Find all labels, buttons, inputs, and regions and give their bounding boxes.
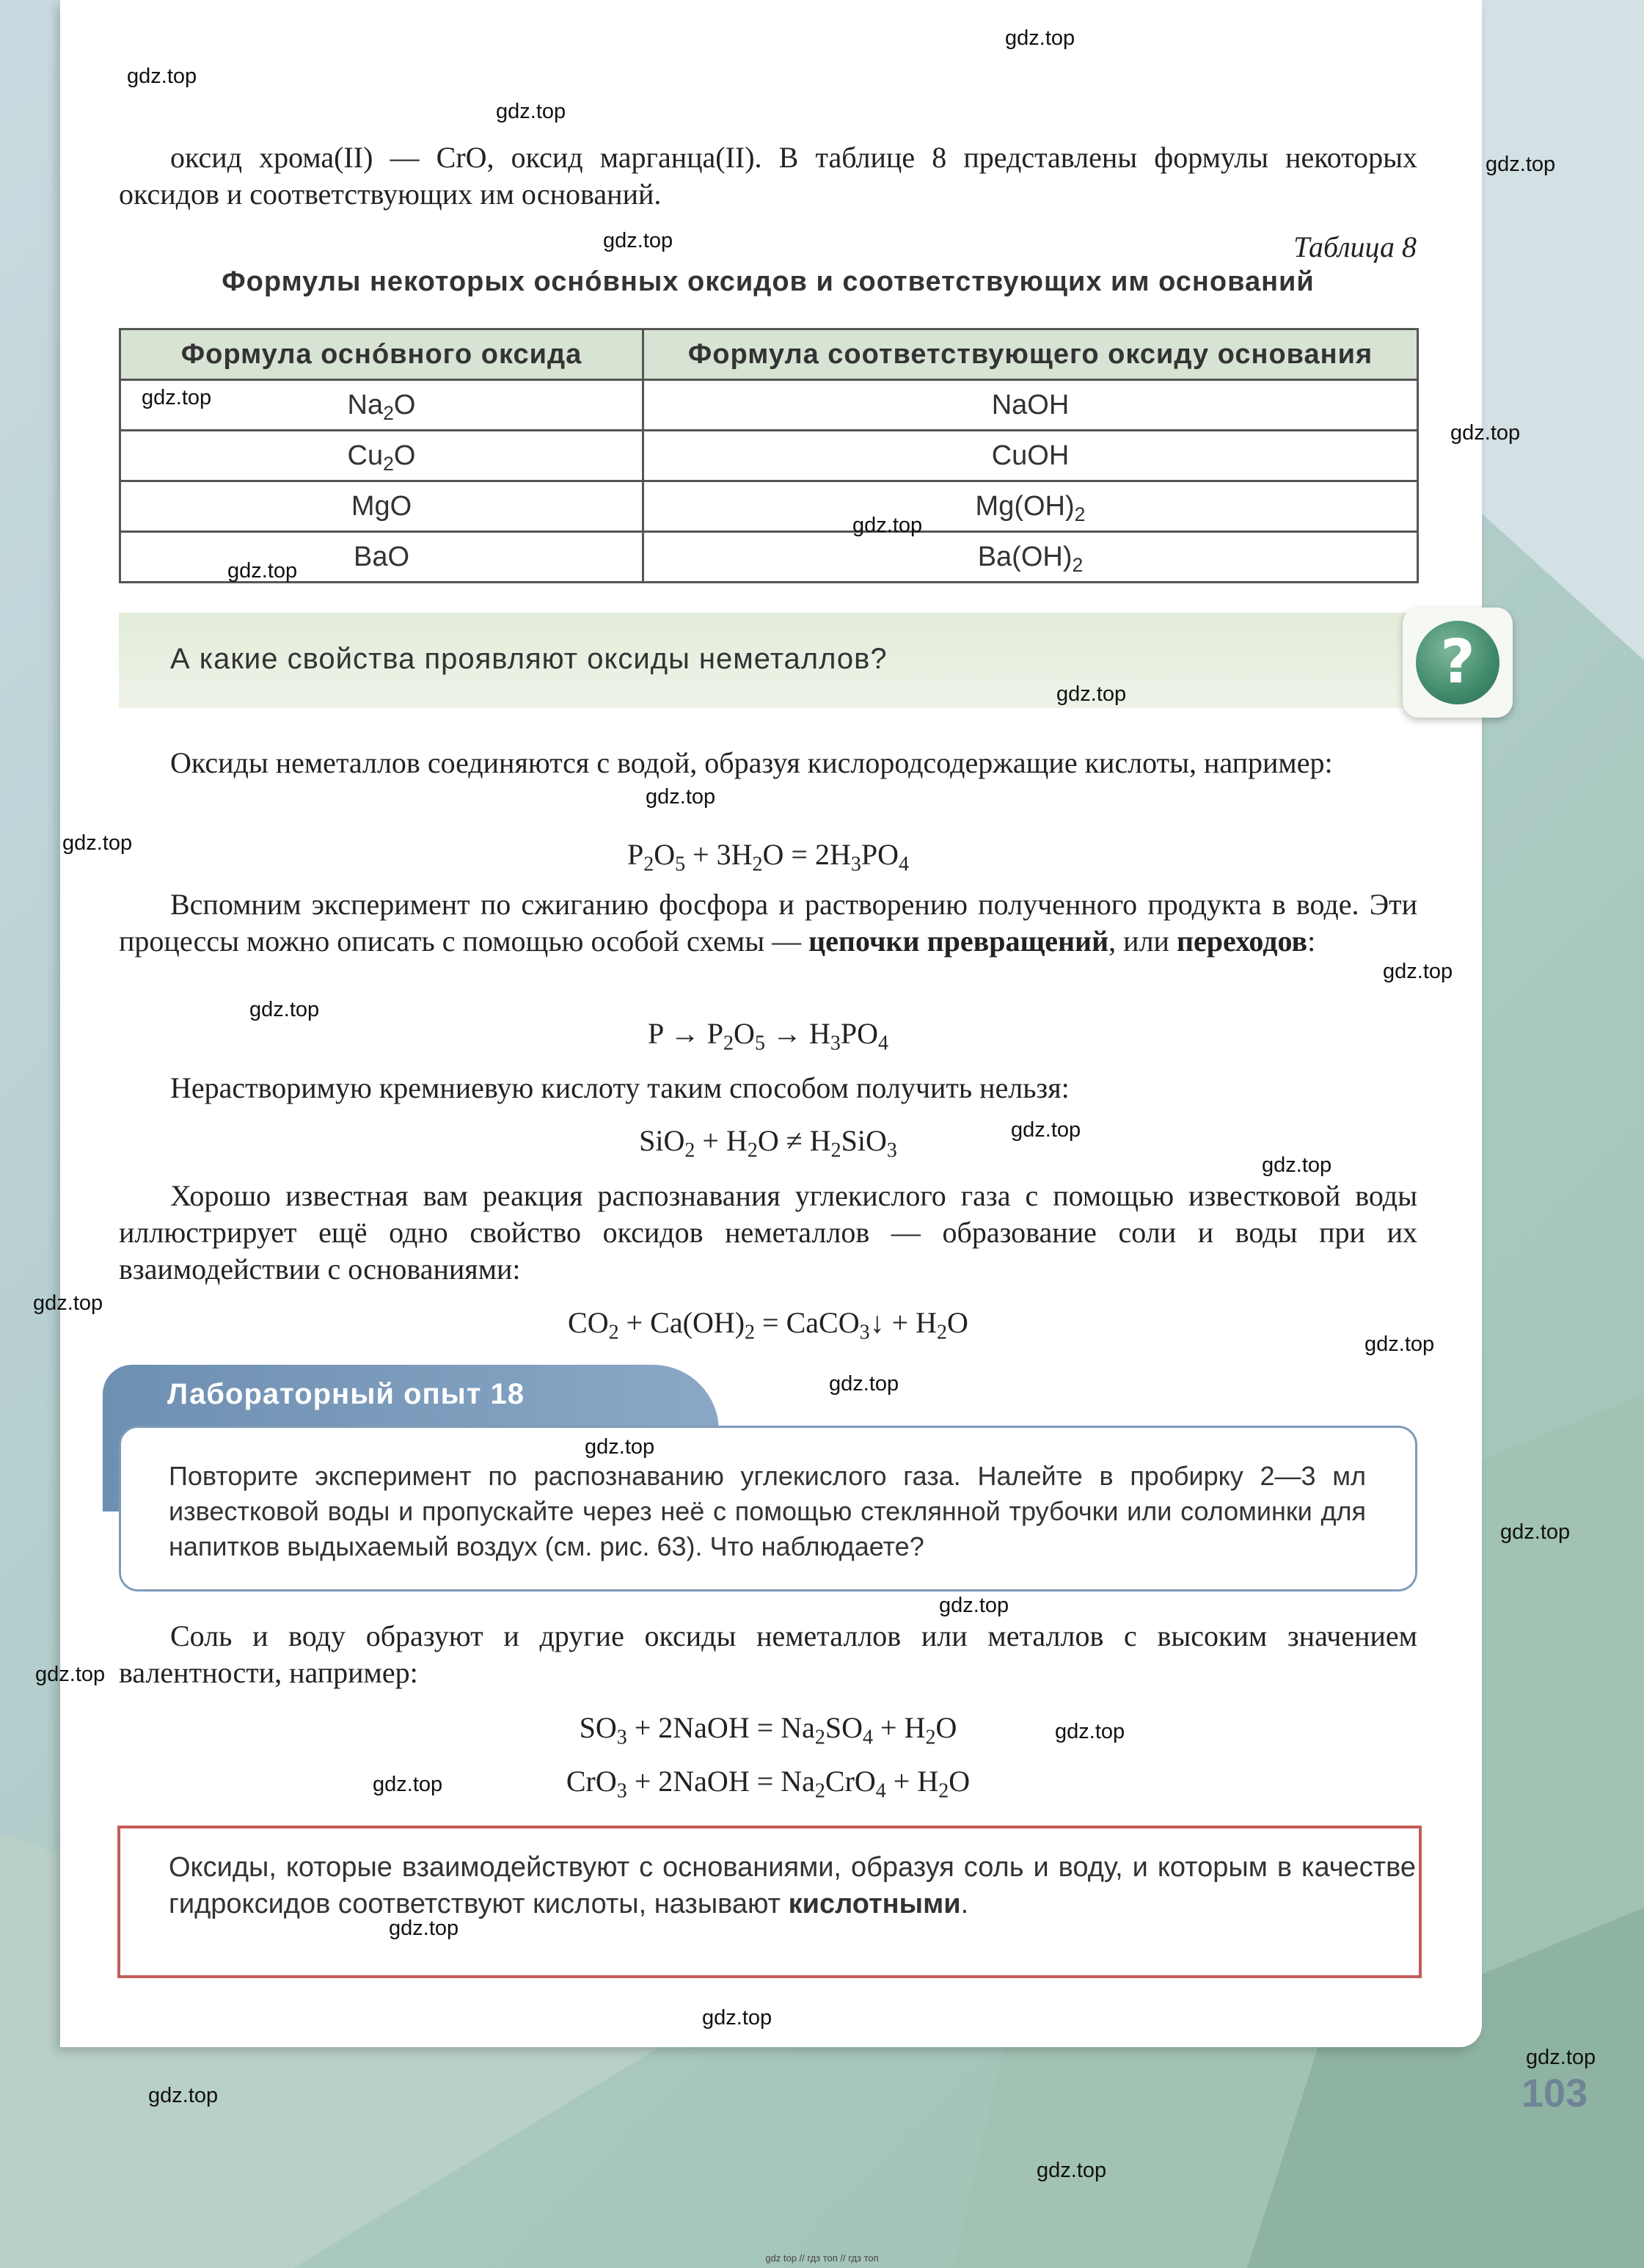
page-number: 103 <box>1521 2071 1588 2115</box>
table-row <box>120 431 1418 481</box>
table-header-base: Формула соответствующего оксиду основания <box>643 329 1418 380</box>
watermark: gdz.top <box>1526 2046 1596 2069</box>
oxides-table <box>119 328 1419 583</box>
intro-paragraph: оксид хрома(II) — CrO, оксид марганца(II). В таблице 8 представлены формулы некоторых оксидов и соответствующих им оснований. <box>119 141 1417 211</box>
watermark: gdz.top <box>1005 26 1075 50</box>
table-cell-base: $Ba(OH)_2$ <box>643 532 1418 583</box>
definition-term: кислотными <box>788 1889 961 1919</box>
watermark: gdz.top <box>939 1594 1009 1617</box>
watermark: gdz.top <box>1055 1720 1125 1743</box>
watermark: gdz.top <box>829 1372 899 1396</box>
watermark: gdz.top <box>603 229 673 252</box>
table-header-oxide: Формула оснóвного оксида <box>120 329 643 380</box>
table-label: Таблица 8 <box>1293 230 1417 263</box>
table-cell-oxide: MgO <box>120 481 643 532</box>
watermark: gdz.top <box>33 1291 103 1315</box>
watermark: gdz.top <box>702 2006 772 2030</box>
paragraph-2-colon: : <box>1307 925 1316 958</box>
watermark: gdz.top <box>852 514 923 537</box>
watermark: gdz.top <box>496 100 566 123</box>
watermark: gdz.top <box>646 785 716 809</box>
watermark: gdz.top <box>148 2084 219 2107</box>
paragraph-2-or: , или <box>1108 925 1169 958</box>
lab-title: Лабораторный опыт 18 <box>167 1378 525 1410</box>
table-cell-oxide: $Cu_2O$ <box>120 431 643 481</box>
watermark: gdz.top <box>1364 1332 1435 1356</box>
table-cell-oxide: BaO <box>120 532 643 583</box>
term-transitions: переходов <box>1176 925 1308 958</box>
term-chain: цепочки превращений <box>808 925 1109 958</box>
footer-note: gdz top // гдз топ // гдз топ <box>765 2253 879 2264</box>
watermark: gdz.top <box>127 65 197 88</box>
paragraph-5: Соль и воду образуют и другие оксиды неметаллов или металлов с высоким значением валентности, например: <box>119 1619 1417 1689</box>
lab-text: Повторите эксперимент по распознаванию углекислого газа. Налейте в пробирку 2—3 мл известковой воды и пропускайте через неё с помощью стеклянной трубочки или соломинки для напитков выдыхаемый воздух (см. рис. 63). Что наблюдаете? <box>169 1461 1366 1561</box>
watermark: gdz.top <box>1056 682 1127 706</box>
table-cell-base: NaOH <box>643 380 1418 431</box>
table-row <box>120 532 1418 583</box>
equation-2: $P \to P_2O_5 \to H_3PO_4$ <box>648 1017 888 1055</box>
question-icon <box>1403 608 1513 718</box>
table-cell-base: $Mg(OH)_2$ <box>643 481 1418 532</box>
watermark: gdz.top <box>1037 2159 1107 2182</box>
question-mark-icon: ? <box>1416 621 1499 704</box>
equation-3: $SiO_2 + H_2O \ne H_2SiO_3$ <box>639 1124 897 1162</box>
watermark: gdz.top <box>227 559 298 583</box>
watermark: gdz.top <box>1486 153 1556 176</box>
watermark: gdz.top <box>249 998 320 1021</box>
table-title: Формулы некоторых оснóвных оксидов и соответствующих им оснований <box>222 266 1315 297</box>
table-cell-oxide: $Na_2O$ <box>120 380 643 431</box>
equation-5: $SO_3$ + 2NaOH = $Na_2SO_4 + H_2O$ <box>579 1711 957 1749</box>
definition-text <box>169 1849 1416 1922</box>
watermark: gdz.top <box>389 1917 459 1940</box>
watermark: gdz.top <box>585 1435 655 1459</box>
watermark: gdz.top <box>62 831 133 855</box>
watermark: gdz.top <box>1450 421 1521 445</box>
watermark: gdz.top <box>1011 1118 1081 1142</box>
watermark: gdz.top <box>373 1773 443 1796</box>
watermark: gdz.top <box>142 386 212 409</box>
watermark: gdz.top <box>1383 960 1453 983</box>
equation-4: $CO_2 + Ca(OH)_2$ = CaCO$_3$↓ + $H_2O$ <box>568 1306 968 1344</box>
paragraph-1: Оксиды неметаллов соединяются с водой, образуя кислородсодержащие кислоты, например: <box>170 746 1333 779</box>
definition-end: . <box>960 1889 969 1919</box>
question-text: А какие свойства проявляют оксиды неметаллов? <box>170 643 888 675</box>
table-row <box>120 380 1418 431</box>
paragraph-2 <box>119 886 1417 960</box>
table-row <box>120 481 1418 532</box>
equation-1: $P_2O_5 + 3H_2O = 2H_3PO_4$ <box>626 838 910 876</box>
watermark: gdz.top <box>1262 1153 1332 1177</box>
table-cell-base: CuOH <box>643 431 1418 481</box>
paragraph-3: Нерастворимую кремниевую кислоту таким способом получить нельзя: <box>170 1071 1070 1104</box>
paragraph-2-text: Вспомним эксперимент по сжиганию фосфора и растворению полученного продукта в воде. Эти процессы можно описать с помощью особой схемы — <box>119 888 1417 958</box>
table-header-row <box>120 329 1418 380</box>
watermark: gdz.top <box>35 1663 106 1686</box>
paragraph-4: Хорошо известная вам реакция распознавания углекислого газа с помощью известковой воды иллюстрирует ещё одно свойство оксидов неметаллов — образование соли и воды при их взаимодействии с основаниями: <box>119 1179 1417 1286</box>
watermark: gdz.top <box>1500 1520 1571 1544</box>
equation-6: CrO$_3$ + 2NaOH = $Na_2CrO_4 + H_2O$ <box>566 1765 971 1803</box>
definition-body: Оксиды, которые взаимодействуют с основаниями, образуя соль и воду, и которым в качестве гидроксидов соответствуют кислоты, называют <box>169 1852 1416 1919</box>
